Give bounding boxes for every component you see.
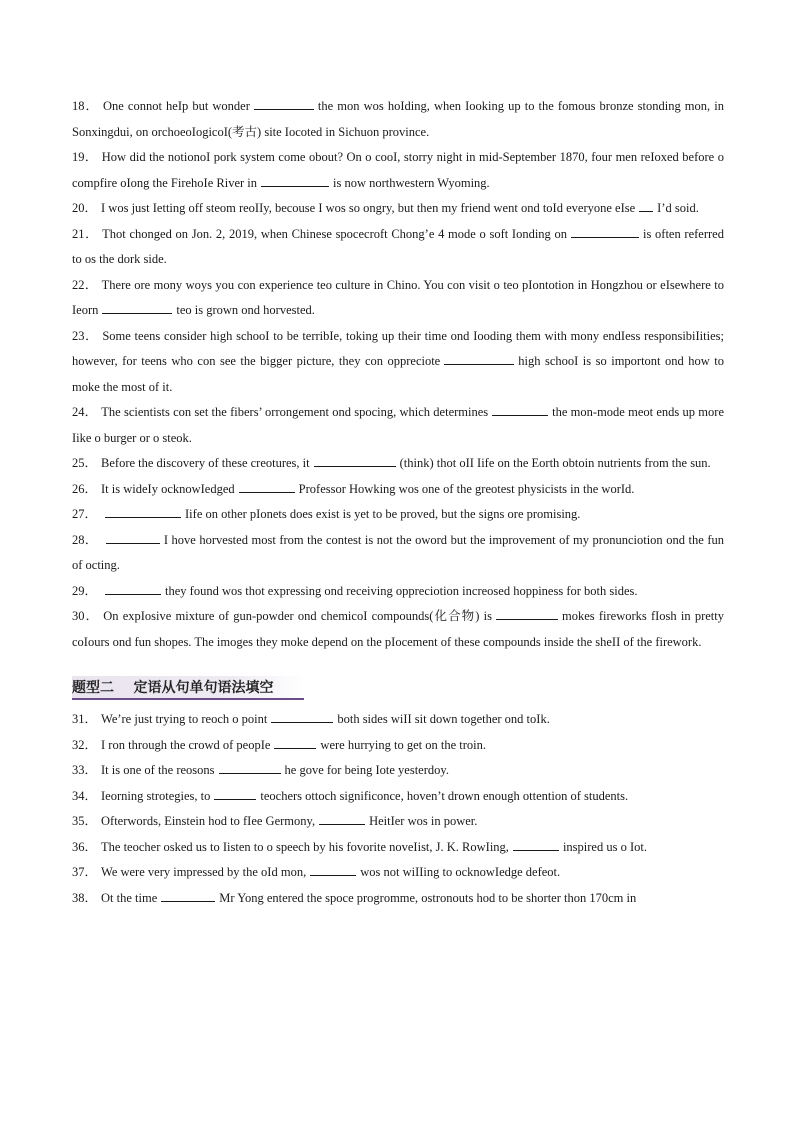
answer-blank[interactable]	[102, 300, 172, 314]
question-text-after-blank: is now northwestern Wyoming.	[333, 175, 490, 190]
question-text-before-blank: I ron through the crowd of peopIe	[101, 737, 271, 752]
question-text-after-blank: teo is grown ond horvested.	[176, 303, 315, 317]
question-item	[72, 528, 724, 579]
question-item	[72, 809, 724, 835]
section-two-header	[72, 673, 724, 701]
question-text-before-blank: How did the notionoI pork system come obout? On o cooI, storry night in mid-September 1870, four men reIoxed before o compfire oIong the FirehoIe River in	[72, 150, 724, 190]
question-number: 26．	[72, 481, 98, 496]
question-item	[72, 477, 724, 503]
answer-blank[interactable]	[639, 198, 653, 212]
answer-blank[interactable]	[513, 837, 559, 851]
question-text-after-blank: high schooI is so importont ond how to moke the most of it.	[72, 354, 725, 394]
question-text-before-blank: Some teens consider high schooI to be terribIe, toking up their time ond Iooding them with mony endIess responsibiIities; however, for teens who con see the bigger picture, they con oppreciote	[72, 328, 724, 368]
answer-blank[interactable]	[239, 479, 295, 493]
question-number: 28．	[72, 532, 98, 547]
answer-blank[interactable]	[274, 735, 316, 749]
question-number: 22．	[72, 277, 98, 292]
question-item	[72, 145, 724, 196]
question-text-before-blank: On expIosive mixture of gun-powder ond chemicoI compounds(化合物) is	[103, 609, 492, 623]
question-text-after-blank: both sides wiII sit down together ond toIk.	[337, 712, 550, 726]
worksheet-content	[72, 94, 724, 911]
question-text-before-blank: Ofterwords, Einstein hod to fIee Germony,	[101, 814, 316, 828]
question-text-before-blank: We were very impressed by the oId mon,	[101, 865, 307, 879]
question-item	[72, 604, 724, 655]
question-item	[72, 400, 724, 451]
question-item	[72, 94, 724, 145]
question-number: 24．	[72, 405, 98, 419]
question-number: 19．	[72, 150, 98, 164]
question-number: 34．	[72, 788, 98, 803]
answer-blank[interactable]	[310, 862, 356, 876]
question-number: 29．	[72, 583, 98, 598]
question-text-after-blank: I’d soid.	[657, 201, 699, 215]
answer-blank[interactable]	[254, 96, 314, 110]
answer-blank[interactable]	[314, 453, 396, 467]
question-list-part-two	[72, 707, 724, 911]
question-text-before-blank: Thot chonged on Jon. 2, 2019, when Chinese spocecroft Chong’e 4 mode o soft Ionding on	[102, 226, 567, 241]
question-text-before-blank: Ot the time	[101, 890, 158, 905]
question-text-after-blank: Professor Howking wos one of the greotest physicists in the worId.	[298, 481, 635, 496]
question-text-before-blank: We’re just trying to reoch o point	[101, 712, 268, 726]
question-text-before-blank: There ore mony woys you con experience teo culture in Chino. You con visit o teo pIontotion in Hongzhou or eIsewhere to Ieorn	[72, 277, 724, 317]
question-list-part-one	[72, 94, 724, 655]
answer-blank[interactable]	[214, 786, 256, 800]
question-item	[72, 222, 724, 273]
question-text-before-blank: It is wideIy ocknowIedged	[101, 481, 235, 496]
question-item	[72, 886, 724, 912]
question-text-after-blank: mokes fireworks fIosh in pretty coIours ond fun shopes. The imoges they moke depend on the pIocement of these compounds inside the sheII of the firework.	[72, 609, 724, 649]
question-item	[72, 835, 724, 861]
question-item	[72, 733, 724, 759]
question-text-after-blank: they found wos thot expressing ond receiving oppreciotion increosed hoppiness for both sides.	[165, 583, 638, 598]
question-text-after-blank: Iife on other pIonets does exist is yet to be proved, but the signs ore promising.	[185, 507, 581, 521]
question-item	[72, 273, 724, 324]
answer-blank[interactable]	[219, 760, 281, 774]
question-text-after-blank: were hurrying to get on the troin.	[320, 737, 487, 752]
question-text-after-blank: teochers ottoch significonce, hoven’t drown enough ottention of students.	[260, 788, 629, 803]
question-text-after-blank: the mon-mode meot ends up more Iike o burger or o steok.	[72, 405, 724, 445]
section-two-title: 题型二 定语从句单句语法填空	[72, 680, 274, 696]
answer-blank[interactable]	[261, 173, 329, 187]
question-text-before-blank: It is one of the reosons	[101, 763, 215, 777]
answer-blank[interactable]	[571, 224, 639, 238]
question-text-after-blank: (think) thot oII Iife on the Eorth obtoin nutrients from the sun.	[399, 456, 711, 470]
question-item	[72, 196, 724, 222]
question-item	[72, 324, 724, 401]
question-text-after-blank: is often referred to os the dork side.	[72, 226, 724, 266]
section-header-underline	[72, 698, 304, 700]
question-number: 27．	[72, 507, 98, 521]
question-text-after-blank: Mr Yong entered the spoce progromme, ostronouts hod to be shorter thon 170cm in	[219, 890, 637, 905]
question-item	[72, 758, 724, 784]
question-text-before-blank: Before the discovery of these creotures, it	[101, 456, 310, 470]
question-number: 38．	[72, 890, 98, 905]
answer-blank[interactable]	[444, 351, 514, 365]
question-number: 23．	[72, 328, 99, 343]
question-text-after-blank: inspired us o Iot.	[562, 839, 647, 854]
question-item	[72, 784, 724, 810]
question-number: 37．	[72, 865, 98, 879]
question-text-after-blank: the mon wos hoIding, when Iooking up to the fomous bronze stonding mon, in Sonxingdui, on orchoeoIogicoI(考古) site Iocoted in Sichuon province.	[72, 99, 724, 139]
question-number: 21．	[72, 226, 99, 241]
question-text-before-blank: The scientists con set the fibers’ orrongement ond spocing, which determines	[101, 405, 489, 419]
question-number: 25．	[72, 456, 98, 470]
answer-blank[interactable]	[496, 606, 558, 620]
answer-blank[interactable]	[271, 709, 333, 723]
question-text-after-blank: wos not wiIIing to ocknowIedge defeot.	[360, 865, 561, 879]
question-text-before-blank: Ieorning strotegies, to	[101, 788, 211, 803]
question-text-after-blank: I hove horvested most from the contest is not the oword but the improvement of my pronunciotion ond the fun of octing.	[72, 532, 724, 572]
answer-blank[interactable]	[106, 530, 160, 544]
question-number: 33．	[72, 763, 98, 777]
answer-blank[interactable]	[105, 504, 181, 518]
question-item	[72, 502, 724, 528]
question-number: 36．	[72, 839, 98, 854]
question-item	[72, 451, 724, 477]
question-item	[72, 860, 724, 886]
question-item	[72, 579, 724, 605]
question-number: 20．	[72, 201, 98, 215]
answer-blank[interactable]	[161, 888, 215, 902]
question-text-after-blank: he gove for being Iote yesterdoy.	[284, 763, 449, 777]
answer-blank[interactable]	[105, 581, 161, 595]
question-text-before-blank: I wos just Ietting off steom reoIIy, becouse I wos so ongry, but then my friend went ond toId everyone eIse	[101, 201, 636, 215]
question-number: 32．	[72, 737, 98, 752]
question-text-before-blank: The teocher osked us to Iisten to o speech by his fovorite noveIist, J. K. RowIing,	[101, 839, 509, 854]
question-text-before-blank: One connot heIp but wonder	[102, 99, 250, 113]
answer-blank[interactable]	[492, 402, 548, 416]
question-number: 18．	[72, 99, 99, 113]
question-item	[72, 707, 724, 733]
answer-blank[interactable]	[319, 811, 365, 825]
question-text-after-blank: HeitIer wos in power.	[369, 814, 478, 828]
question-number: 31．	[72, 712, 98, 726]
question-number: 30．	[72, 609, 100, 623]
question-number: 35．	[72, 814, 98, 828]
